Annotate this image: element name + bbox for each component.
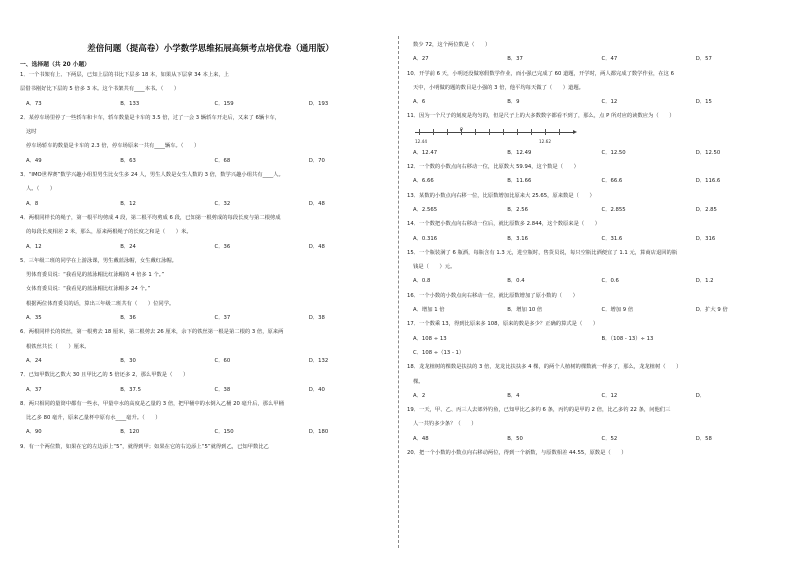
question-9-continued [405,38,790,67]
option-a[interactable]: A．6 [413,99,426,106]
option-d[interactable]: D．1.2 [695,278,714,285]
option-d[interactable]: D．316 [695,235,716,242]
question-text: 女体育委员说：“我看见的蓝泳帽比红泳帽多 24 个。” [26,286,151,293]
answer-options [405,332,790,346]
option-a[interactable]: A．108 ÷ 13 [413,335,447,342]
option-d[interactable]: D．57 [695,56,712,63]
option-a[interactable]: A．73 [26,100,42,107]
question-text: 停车场轿车的数量是卡车的 2.3 倍，停车场原来一共有____辆车。（ ） [26,143,200,150]
column-divider [398,36,399,548]
question-text: 7．已知甲数比乙数大 30 且甲比乙的 5 倍还多 2，那么甲数是（ ） [20,372,189,379]
question-text: 钱是（ ）元。 [413,264,456,271]
question-text: 男体育委员说：“我看见的蓝泳帽比红泳帽的 4 倍多 1 个。” [26,272,165,279]
option-d[interactable]: D．48 [308,243,325,250]
option-d[interactable]: D．48 [308,200,325,207]
option-d[interactable]: D．38 [308,315,325,322]
option-c[interactable]: C．2.855 [601,206,626,213]
question-5 [18,254,403,325]
right-column [405,0,790,561]
option-d[interactable]: D．12.50 [695,149,721,156]
question-12 [405,160,790,189]
tick-mark [475,129,476,135]
question-4 [18,211,403,254]
option-c[interactable]: C．47 [601,56,618,63]
tick-mark [447,129,448,135]
question-text: 1．一个书架有上、下两层，已知上层的书比下层多 18 本，如果从下层拿 34 本上来，上 [20,72,229,78]
option-c[interactable]: C．150 [214,429,234,436]
option-c[interactable]: C．36 [214,243,231,250]
option-d[interactable]: D．58 [695,435,712,442]
option-a[interactable]: A．0.8 [413,278,431,285]
question-text: 的每段长度相差 2 米，那么，原来两根绳子的长度之和是（ ）米。 [26,229,192,236]
option-c[interactable]: C．12 [601,99,618,106]
question-text: 人。（ ） [26,186,56,193]
question-text: 3．“IMO世界赛”数学兴趣小组里男生比女生多 24 人，男生人数是女生人数的 3 倍，数学兴趣小组共有____人。 [20,172,284,179]
answer-options [405,274,790,288]
option-a[interactable]: A．24 [26,357,42,364]
question-text: 13．某数的小数点向右移一位，比原数增加比原来大 25.65，原来数是（ ） [407,192,595,199]
option-c[interactable]: C．108 ÷（13 - 1） [413,349,465,356]
option-b[interactable]: B．24 [120,243,136,250]
answer-options [18,354,403,368]
question-13 [405,189,790,218]
option-d[interactable]: D．116.6 [695,178,721,185]
option-a[interactable]: A．12 [26,243,42,250]
question-text: 15．一个瓶装满了 6 瓶酒，每瓶含有 1.3 元，进空瓶时，售货员说，每只空瓶比酒便宜了 1.1 元，算商店退回的瓶 [407,249,678,256]
answer-options [405,146,790,160]
option-b[interactable]: B．37 [507,56,523,63]
number-line-axis [415,132,575,133]
option-c[interactable]: C．60 [214,357,231,364]
point-p-label: P [460,127,463,133]
question-text: 比乙多 80 毫升，原来乙量杯中原有水____毫升。（ ） [26,415,161,422]
option-b[interactable]: B．37.5 [120,386,141,393]
option-b[interactable]: B．3.16 [507,235,528,242]
question-7 [18,368,403,397]
option-b[interactable]: B．0.4 [507,278,525,285]
option-b[interactable]: B．63 [120,157,136,164]
answer-options [18,425,403,439]
question-10 [405,67,790,110]
question-text: 2．某停车场里停了一些轿车和卡车，轿车数量是卡车的 3.5 倍，过了一会 3 辆轿车开走后，又来了 6辆卡车， [20,114,281,121]
option-d[interactable]: D．70 [308,157,325,164]
question-17 [405,317,790,360]
option-b[interactable]: B．9 [507,99,520,106]
question-text: 19．一天，甲、乙、丙三人去郊外钓鱼，已知甲比乙多钓 6 条，丙钓的是甲的 2 倍，比乙多钓 22 条，问他们三 [407,407,671,414]
question-text: 棵。 [413,378,424,385]
answer-options [405,389,790,403]
tick-mark [517,129,518,135]
left-column [18,0,403,561]
option-d[interactable]: D． [695,392,706,399]
option-b[interactable]: B．11.66 [507,178,532,185]
answer-options [405,95,790,109]
option-d[interactable]: D．15 [695,99,712,106]
question-11 [405,109,790,160]
option-d[interactable]: D．40 [308,386,325,393]
question-text: 人一共钓多少条？（ ） [413,421,477,428]
option-d[interactable]: D．180 [308,429,329,436]
question-19 [405,403,790,446]
question-text: 20．把一个小数的小数点向右移动两位，得到一个新数，与原数相差 44.55，原数是（ ） [407,450,627,457]
arrow-head-icon [573,130,577,134]
answer-options [405,232,790,246]
left-tick-label: 12.44 [415,138,427,144]
option-b[interactable]: B．133 [120,100,140,107]
answer-options [18,240,403,254]
option-c[interactable]: C．12 [601,392,618,399]
question-14 [405,217,790,246]
question-text: 17．一个数乘 13，得到比原来多 108，原来的数是多少？正确的算式是（ ） [407,321,599,328]
option-b[interactable]: B．12.49 [507,149,532,156]
option-d[interactable]: D．132 [308,357,329,364]
ruler-number-line [415,124,575,146]
question-15 [405,246,790,289]
question-6 [18,325,403,368]
option-c[interactable]: C．66.6 [601,178,623,185]
option-a[interactable]: A．0.316 [413,235,438,242]
answer-options [405,52,790,66]
option-c[interactable]: C．159 [214,100,234,107]
option-a[interactable]: A．2 [413,392,426,399]
question-text: 14．一个数把小数点向右移动一位后，就比原数多 2.844，这个数原来是（ ） [407,221,601,228]
answer-options [405,203,790,217]
option-a[interactable]: A．35 [26,315,42,322]
answer-options [405,174,790,188]
option-a[interactable]: A．48 [413,435,429,442]
option-b[interactable]: B．50 [507,435,523,442]
option-a[interactable]: A．37 [26,386,42,393]
option-d[interactable]: D．2.85 [695,206,717,213]
tick-mark [503,129,504,135]
option-b[interactable]: B．30 [120,357,136,364]
exam-title: 差倍问题（提高卷）小学数学思维拓展高频考点培优卷（通用版） [87,44,334,54]
option-b[interactable]: B．36 [120,315,136,322]
answer-options [18,154,403,168]
question-text: 9．有一个两位数，如果在它的左边添上“5”，就得到甲；如果在它的右边添上“5”就得到乙，已知甲数比乙 [20,443,269,450]
question-8 [18,397,403,440]
answer-options [405,303,790,317]
option-b[interactable]: B．增加 10 倍 [507,307,543,314]
tick-mark [559,129,560,135]
option-b[interactable]: B．12 [120,200,136,207]
option-b[interactable]: B．2.56 [507,206,528,213]
option-c[interactable]: C．38 [214,386,231,393]
question-text: 6．两根同样长的铁丝，第一根剪去 18 厘米，第二根剪去 26 厘米，余下的铁丝第一根是第二根的 3 倍，原来两 [20,329,284,336]
option-c[interactable]: C．32 [214,200,231,207]
question-text: 8．两只相同的量筒中都有一些水，甲量中水的高度是乙量的 3 倍，把甲桶中的水倒入乙桶 20 毫升后，那么甲桶 [20,400,284,407]
question-text: 根铁丝共长（ ）厘米。 [26,343,90,350]
option-b[interactable]: B．（108 - 13）÷ 13 [601,335,654,342]
question-9 [18,440,403,454]
answer-options [405,432,790,446]
option-c[interactable]: C．52 [601,435,618,442]
question-18 [405,360,790,403]
question-text: 12．一个数的小数点向右移动一位，比原数大 59.94，这个数是（ ） [407,164,579,171]
option-b[interactable]: B．120 [120,429,140,436]
answer-options [18,311,403,325]
question-text: 18．龙龙植树的棵数是扶扶的 3 倍，龙龙比扶扶多 4 棵，的两个人植树的棵数就一样多了，那么，龙龙植树（ ） [407,364,682,371]
option-a[interactable]: A．90 [26,429,42,436]
option-a[interactable]: A．2.565 [413,206,438,213]
question-text: 4．两根同样长的绳子，第一根平均剪成 4 段，第二根平均剪成 6 段，已知第一根剪成的每段长度与第二根剪成 [20,214,281,221]
question-16 [405,289,790,318]
tick-mark [433,129,434,135]
question-2 [18,111,403,168]
option-c[interactable]: C．68 [214,157,231,164]
option-c[interactable]: C．0.6 [601,278,619,285]
answer-options [18,383,403,397]
option-c[interactable]: C．31.6 [601,235,623,242]
option-a[interactable]: A．27 [413,56,429,63]
option-b[interactable]: B．4 [507,392,520,399]
question-text: 数少 72，这个两位数是（ ） [413,42,491,48]
option-a[interactable]: A．6.66 [413,178,434,185]
option-a[interactable]: A．12.47 [413,149,438,156]
question-text: 天中，小明做的题的数目是小强的 3 倍，他平均每天做了（ ）道题。 [413,84,584,91]
question-text: 16．一个小数的小数点向右移动一位，就比原数增加了原小数的（ ） [407,292,578,299]
question-text: 11．因为一个尺子的刻度是均匀的，但是尺子上的大多数数字都看不到了，那么，点 P 所对应的读数应为（ ） [407,113,675,120]
option-c[interactable]: C．12.50 [601,149,626,156]
question-1 [18,68,403,111]
question-3 [18,168,403,211]
right-tick-label: 12.62 [539,138,551,144]
option-c[interactable]: C．37 [214,315,231,322]
section-heading: 一、选择题（共 20 小题） [20,62,91,68]
tick-mark [489,129,490,135]
option-d[interactable]: D．扩大 9 倍 [695,307,728,314]
option-a[interactable]: A．增加 1 倍 [413,307,445,314]
question-text: 10．开学前 6 天，小明还没做寒假数学作业，而小强已完成了 60 道题，开学时，两人都完成了数学作业，在这 6 [407,70,675,77]
option-d[interactable]: D．193 [308,100,329,107]
option-a[interactable]: A．8 [26,200,39,207]
tick-mark [531,129,532,135]
question-text: 这时 [26,129,37,136]
option-c[interactable]: C．增加 9 倍 [601,307,634,314]
answer-options [18,197,403,211]
answer-options [18,97,403,111]
question-text: 根据两位体育委员的话，算出三年级二班共有（ ）位同学。 [26,300,175,307]
question-20 [405,446,790,460]
question-text: 5．三年级二班的同学在上游泳课，男生戴蓝泳帽，女生戴红泳帽。 [20,257,177,264]
question-text: 层借书刚好比下层的 5 倍多 3 本。这个书架共有____本书。（ ） [20,86,180,93]
option-a[interactable]: A．49 [26,157,42,164]
